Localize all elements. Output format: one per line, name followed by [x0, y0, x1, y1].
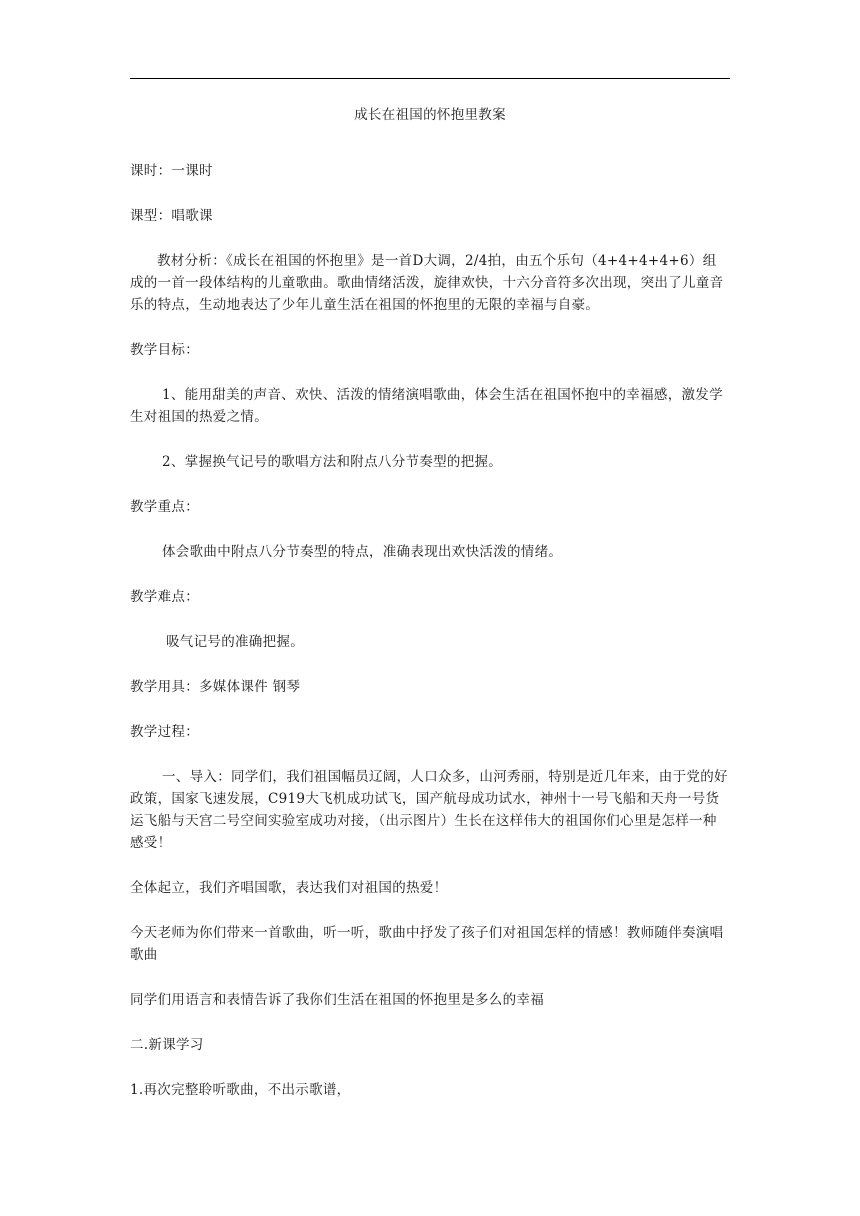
lesson-time: 课时：一课时	[130, 163, 213, 179]
goal-1: 1、能用甜美的声音、欢快、活泼的情绪演唱歌曲，体会生活在祖国怀抱中的幸福感，激发学生对祖国的热爱之情。	[130, 387, 723, 425]
key-points-heading: 教学重点：	[130, 499, 199, 515]
goal-2: 2、掌握换气记号的歌唱方法和附点八分节奏型的把握。	[162, 454, 503, 470]
page-title: 成长在祖国的怀抱里教案	[354, 107, 506, 123]
intro-paragraph: 一、导入：同学们，我们祖国幅员辽阔，人口众多，山河秀丽，特别是近几年来，由于党的好政策，国家飞速发展，C919大飞机成功试飞，国产航母成功试水，神州十一号飞船和天舟一号货运飞船与天宫二号空间实验室成功对接，（出示图片）生长在这样伟大的祖国你们心里是怎样一种感受！	[130, 769, 728, 851]
key-points-text: 体会歌曲中附点八分节奏型的特点，准确表现出欢快活泼的情绪。	[162, 544, 563, 560]
material-analysis: 教材分析：《成长在祖国的怀抱里》是一首D大调，2/4拍，由五个乐句（4+4+4+4+6）组成的一首一段体结构的儿童歌曲。歌曲情绪活泼，旋律欢快，十六分音符多次出现，突出了儿童音乐的特点，生动地表达了少年儿童生活在祖国的怀抱里的无限的幸福与自豪。	[130, 253, 724, 313]
teacher-song-paragraph: 今天老师为你们带来一首歌曲，听一听，歌曲中抒发了孩子们对祖国怎样的情感！教师随伴奏演唱歌曲	[130, 925, 724, 963]
goals-heading: 教学目标：	[130, 342, 199, 358]
process-heading: 教学过程：	[130, 724, 199, 740]
teaching-tools: 教学用具：多媒体课件 钢琴	[130, 679, 301, 695]
listen-again-paragraph: 1.再次完整聆听歌曲，不出示歌谱，	[130, 1082, 351, 1098]
difficulty-heading: 教学难点：	[130, 589, 199, 605]
document-body	[130, 100, 730, 1124]
header-rule	[130, 78, 730, 79]
lesson-type: 课型：唱歌课	[130, 208, 213, 224]
students-tell-paragraph: 同学们用语言和表情告诉了我你们生活在祖国的怀抱里是多么的幸福	[130, 992, 544, 1008]
stand-up-paragraph: 全体起立，我们齐唱国歌，表达我们对祖国的热爱！	[130, 880, 448, 896]
difficulty-text: 吸气记号的准确把握。	[166, 634, 304, 650]
new-lesson-heading: 二.新课学习	[130, 1037, 204, 1053]
